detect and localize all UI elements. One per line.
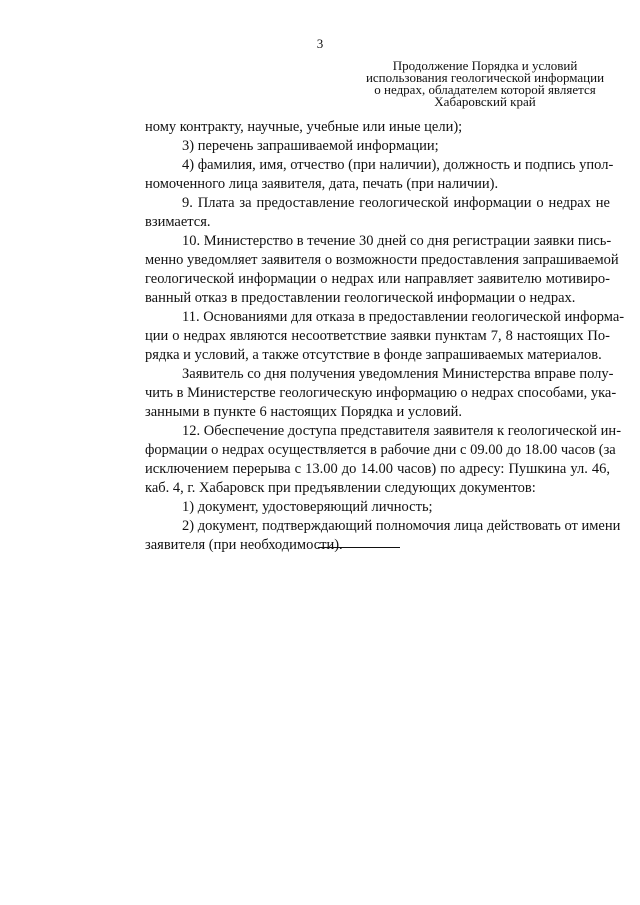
paragraph [108,232,619,308]
paragraph [108,156,614,194]
paragraph-line: заявителя (при необходимости). [145,537,343,553]
paragraph [108,498,610,517]
paragraph-line: 3) перечень запрашиваемой информации; [182,138,439,154]
paragraph [108,517,621,555]
header-note [360,60,610,108]
page-number: 3 [316,36,324,51]
paragraph-line: занными в пункте 6 настоящих Порядка и условий. [145,404,463,420]
paragraph [108,118,610,137]
paragraph-line: ванный отказ в предоставлении геологической информации о недрах. [145,290,576,306]
document-body [108,118,625,555]
paragraph-line: 9. Плата за предоставление геологической информации о недрах не [182,195,610,211]
paragraph-line: 10. Министерство в течение 30 дней со дня регистрации заявки пись- [182,233,612,249]
paragraph-line: Заявитель со дня получения уведомления Министерства вправе полу- [182,366,614,382]
paragraph-line: 2) документ, подтверждающий полномочия лица действовать от имени [182,518,621,534]
paragraph-line: ному контракту, научные, учебные или иные цели); [145,119,463,135]
header-note-line: о недрах, обладателем которой является [374,82,596,97]
paragraph-line: рядка и условий, а также отсутствие в фонде запрашиваемых материалов. [145,347,602,363]
paragraph [108,137,610,156]
paragraph-line: формации о недрах осуществляется в рабочие дни с 09.00 до 18.00 часов (за [145,442,616,458]
paragraph [108,308,625,365]
paragraph-line: 12. Обеспечение доступа представителя заявителя к геологической ин- [182,423,622,439]
paragraph-line: чить в Министерстве геологическую информацию о недрах способами, ука- [145,385,617,401]
paragraph-line: геологической информации о недрах или направляет заявителю мотивиро- [145,271,610,287]
paragraph [108,194,610,232]
header-note-line: Хабаровский край [434,94,536,109]
paragraph-line: менно уведомляет заявителя о возможности предоставления запрашиваемой [145,252,619,268]
paragraph-line: исключением перерыва с 13.00 до 14.00 часов) по адресу: Пушкина ул. 46, [145,461,610,477]
paragraph-line: 11. Основаниями для отказа в предоставлении геологической информа- [182,309,625,325]
paragraph-line: каб. 4, г. Хабаровск при предъявлении следующих документов: [145,480,536,496]
paragraph-line: 4) фамилия, имя, отчество (при наличии), должность и подпись упол- [182,157,614,173]
header-note-line: использования геологической информации [365,70,605,85]
paragraph-line: 1) документ, удостоверяющий личность; [182,499,433,515]
paragraph-line: взимается. [145,214,211,230]
paragraph [108,422,622,498]
paragraph-line: номоченного лица заявителя, дата, печать (при наличии). [145,176,499,192]
closing-separator-line [318,547,400,548]
paragraph-line: ции о недрах являются несоответствие заявки пунктам 7, 8 настоящих По- [145,328,610,344]
paragraph [108,365,617,422]
header-note-line: Продолжение Порядка и условий [392,58,578,73]
